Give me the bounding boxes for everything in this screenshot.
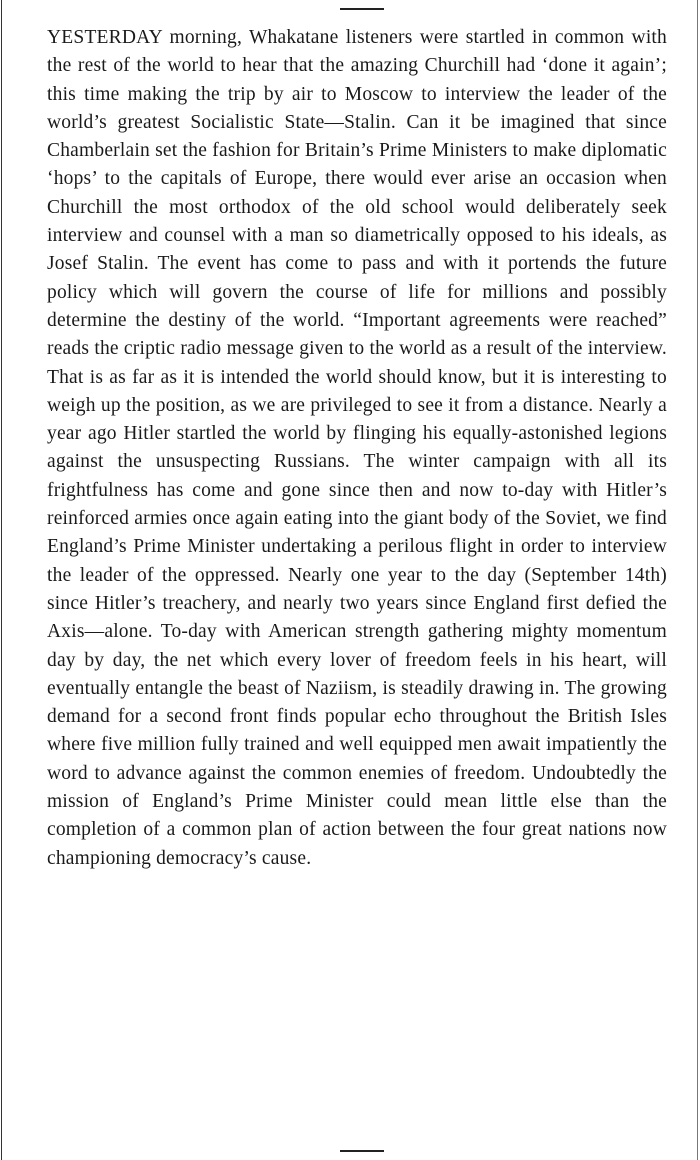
column-left-border [1,0,2,1160]
column-right-border [697,0,698,1160]
bottom-divider-rule [340,1150,384,1152]
article-paragraph: YESTERDAY morning, Whakatane listeners were startled in common with the rest of the world to hear that the amazing Churchill had ‘done it again’; this time making the trip by air to Moscow to interview the leader of the world’s greatest Socialistic State—Stalin. Can it be imagined that since Chamberlain set the fashion for Britain’s Prime Ministers to make diplomatic ‘hops’ to the capitals of Europe, there would ever arise an occasion when Churchill the most orthodox of the old school would deliberately seek interview and counsel with a man so diametrically opposed to his ideals, as Josef Stalin. The event has come to pass and with it portends the future policy which will govern the course of life for millions and possibly determine the destiny of the world. “Important agreements were reached” reads the criptic radio message given to the world as a result of the interview. That is as far as it is intended the world should know, but it is interesting to weigh up the position, as we are privileged to see it from a distance. Nearly a year ago Hitler startled the world by flinging his equally-astonished legions against the unsuspecting Russians. The winter campaign with all its frightfulness has come and gone since then and now to-day with Hitler’s reinforced armies once again eating into the giant body of the Soviet, we find England’s Prime Minister undertaking a perilous flight in order to interview the leader of the oppressed. Nearly one year to the day (September 14th) since Hitler’s treachery, and nearly two years since England first defied the Axis—alone. To-day with American strength gathering mighty momentum day by day, the net which every lover of freedom feels in his heart, will eventually entangle the beast of Naziism, is steadily drawing in. The growing demand for a second front finds popular echo throughout the British Isles where five million fully trained and well equipped men await impatiently the word to advance against the common enemies of freedom. Undoubtedly the mission of England’s Prime Minister could mean little else than the completion of a common plan of action between the four great nations now championing democracy’s cause. [47,27,667,869]
top-divider-rule [340,8,384,10]
